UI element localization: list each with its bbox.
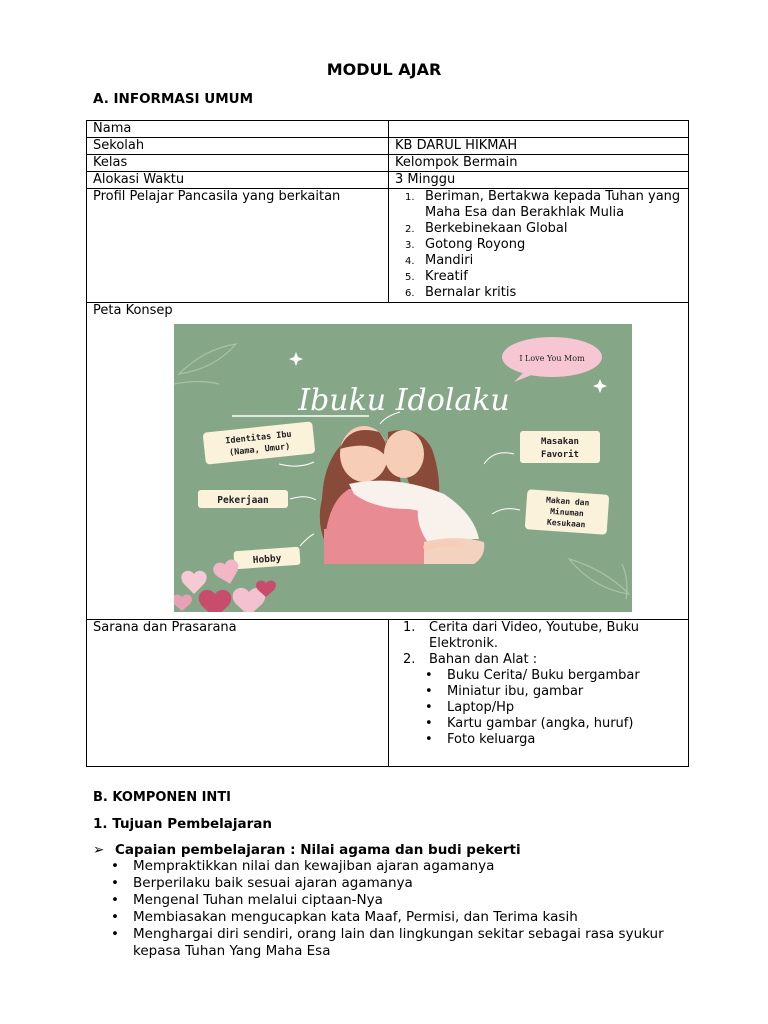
arrow-bullet-icon: ➢ (93, 842, 105, 858)
svg-text:Hobby: Hobby (252, 553, 282, 566)
list-item: • Mengenal Tuhan melalui ciptaan-Nya (106, 892, 666, 909)
list-item: 1. Cerita dari Video, Youtube, Buku Elektronik. (403, 620, 640, 651)
svg-text:Pekerjaan: Pekerjaan (217, 495, 269, 506)
svg-text:Favorit: Favorit (541, 450, 579, 460)
section-b-heading: B. KOMPONEN INTI (93, 790, 232, 805)
sarana-label: Sarana dan Prasarana (87, 620, 389, 767)
nama-value (389, 121, 689, 138)
svg-text:Kesukaan: Kesukaan (546, 517, 586, 530)
row-profil (87, 189, 689, 303)
row-peta-konsep (87, 303, 689, 620)
list-item: 2. Bahan dan Alat : (403, 652, 538, 667)
capaian-text: Capaian pembelajaran : Nilai agama dan budi pekerti (115, 842, 521, 858)
peta-konsep-label: Peta Konsep (93, 303, 173, 318)
subsection-heading: 1. Tujuan Pembelajaran (93, 816, 273, 832)
tools-list (395, 668, 682, 748)
list-item: • Foto keluarga (395, 732, 682, 748)
list-item: • Membiasakan mengucapkan kata Maaf, Permisi, dan Terima kasih (106, 909, 666, 926)
capaian-heading (93, 842, 521, 858)
document-title: MODUL AJAR (326, 60, 442, 79)
profil-list (395, 189, 682, 301)
svg-text:Makan dan: Makan dan (545, 495, 590, 508)
sekolah-label: Sekolah (87, 138, 389, 155)
row-nama (87, 121, 689, 138)
row-kelas (87, 155, 689, 172)
list-item: • Menghargai diri sendiri, orang lain dan lingkungan sekitar sebagai rasa syukur kepasa Tuhan Yang Maha Esa (106, 926, 666, 960)
list-item: 4. Mandiri (405, 253, 474, 268)
peta-konsep-cell (87, 303, 689, 620)
alokasi-value: 3 Minggu (389, 172, 689, 189)
kelas-value: Kelompok Bermain (389, 155, 689, 172)
info-table (86, 120, 689, 767)
row-sekolah (87, 138, 689, 155)
list-item: • Buku Cerita/ Buku bergambar (395, 668, 682, 684)
concept-map-image (174, 324, 632, 612)
concept-map-title: Ibuku Idolaku (298, 383, 510, 418)
nama-label: Nama (87, 121, 389, 138)
svg-text:Masakan: Masakan (541, 437, 579, 447)
row-sarana (87, 620, 689, 767)
list-item: • Laptop/Hp (395, 700, 682, 716)
list-item: • Kartu gambar (angka, huruf) (395, 716, 682, 732)
list-item: 6. Bernalar kritis (405, 285, 517, 300)
kelas-label: Kelas (87, 155, 389, 172)
goals-list (106, 858, 666, 960)
list-item: 2. Berkebinekaan Global (405, 221, 568, 236)
svg-text:Identitas Ibu: Identitas Ibu (224, 429, 293, 447)
list-item: 1. Beriman, Bertakwa kepada Tuhan yang Maha Esa dan Berakhlak Mulia (405, 189, 681, 220)
section-a-heading: A. INFORMASI UMUM (93, 91, 254, 107)
list-item: 5. Kreatif (405, 269, 468, 284)
sarana-value (389, 620, 689, 767)
list-item: • Berperilaku baik sesuai ajaran agamanya (106, 875, 666, 892)
svg-text:Minuman: Minuman (549, 506, 585, 519)
sekolah-value: KB DARUL HIKMAH (389, 138, 689, 155)
profil-value (389, 189, 689, 303)
profil-label: Profil Pelajar Pancasila yang berkaitan (87, 189, 389, 303)
alokasi-label: Alokasi Waktu (87, 172, 389, 189)
list-item: • Miniatur ibu, gambar (395, 684, 682, 700)
row-alokasi (87, 172, 689, 189)
list-item: 3. Gotong Royong (405, 237, 526, 252)
svg-text:(Nama, Umur): (Nama, Umur) (228, 441, 291, 459)
list-item: • Mempraktikkan nilai dan kewajiban ajaran agamanya (106, 858, 666, 875)
bubble-text: I Love You Mom (519, 354, 585, 363)
